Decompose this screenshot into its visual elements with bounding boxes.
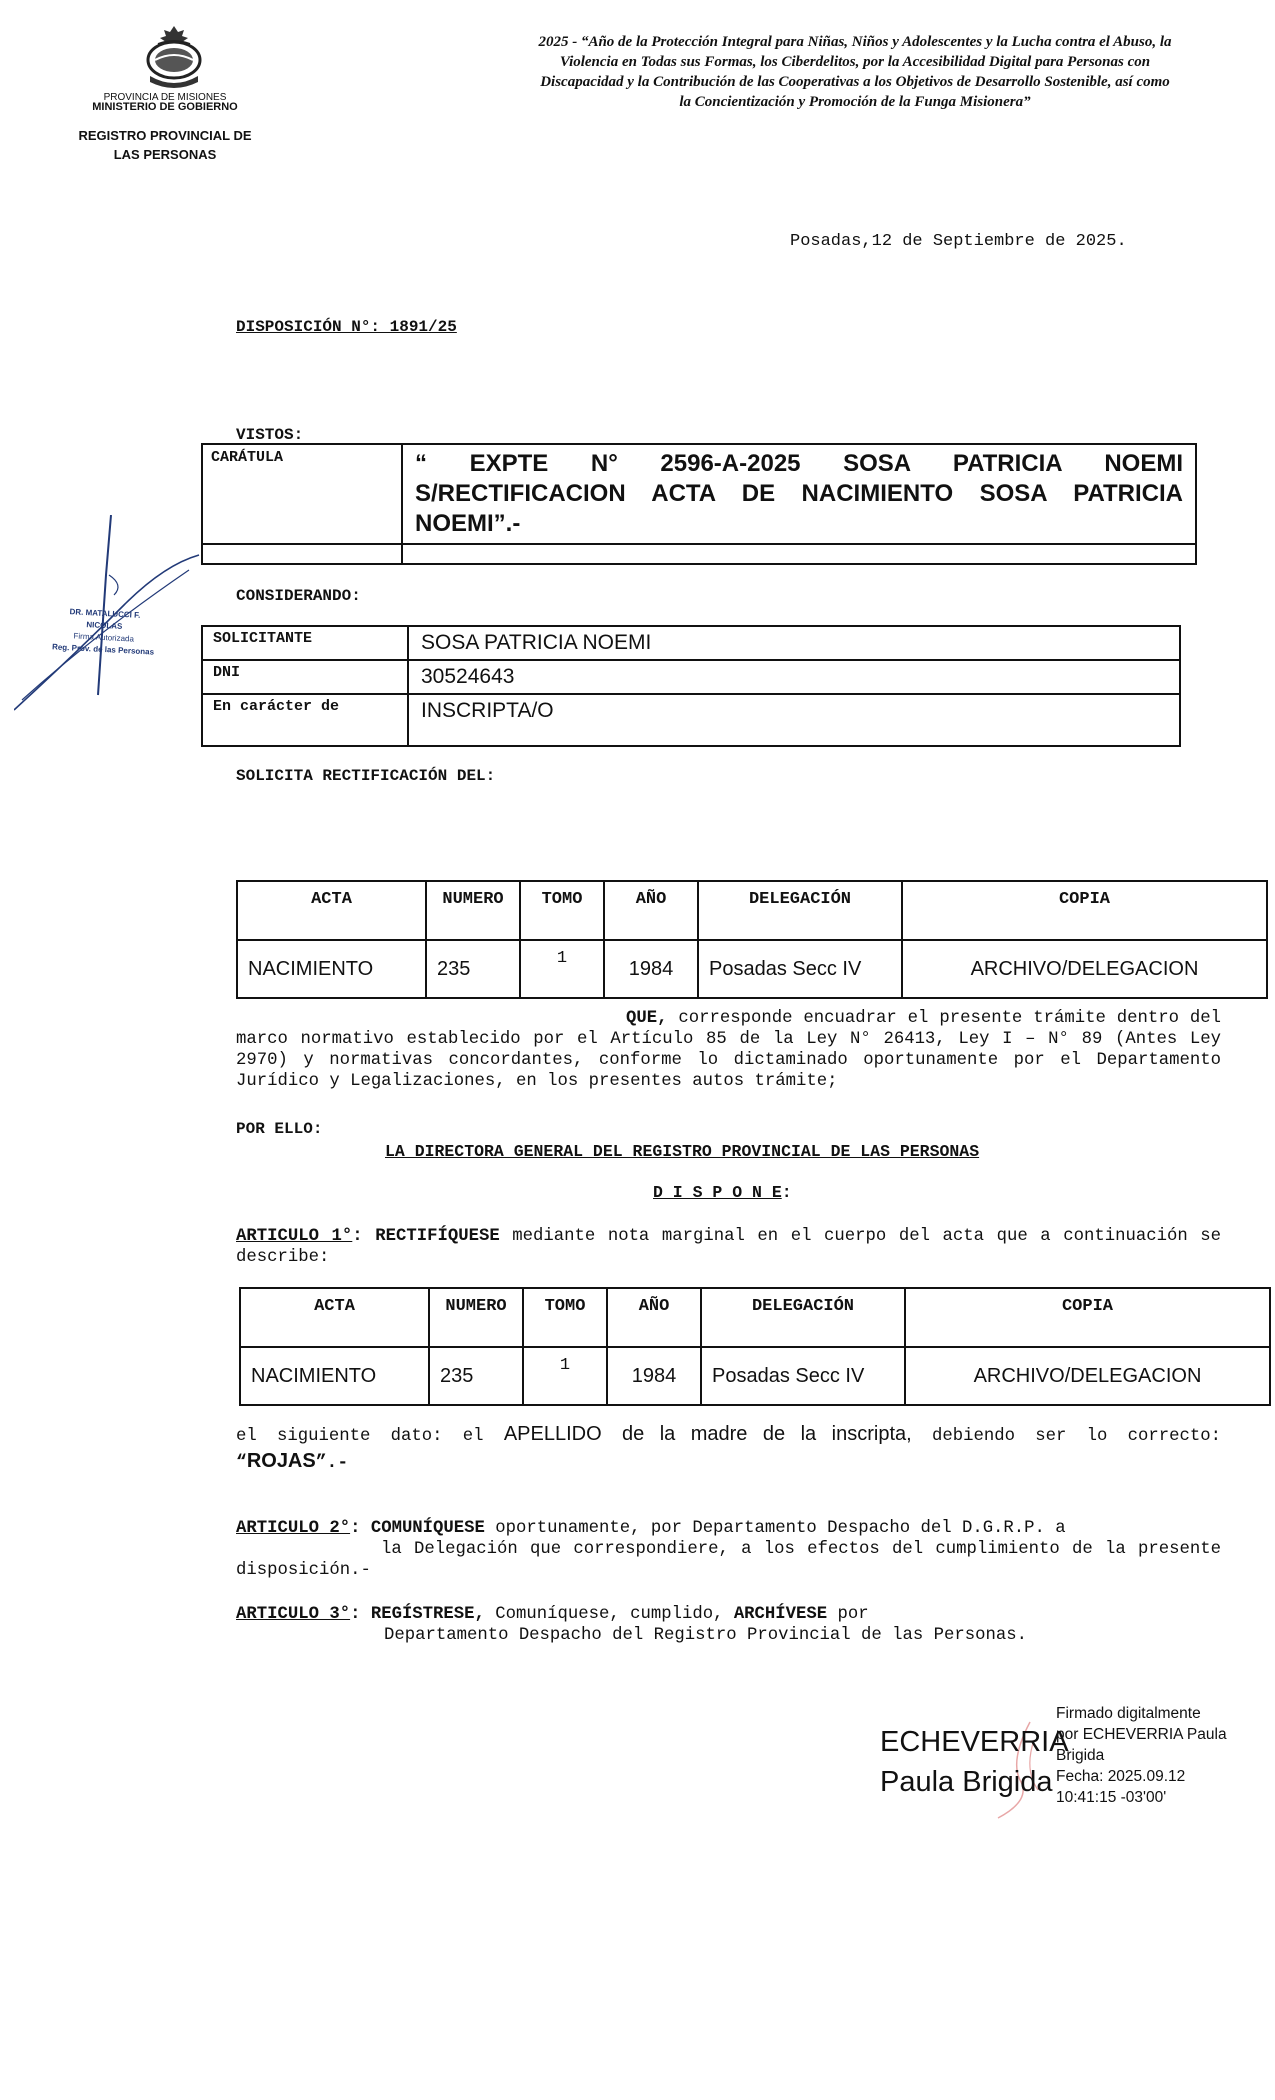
directora-heading: LA DIRECTORA GENERAL DEL REGISTRO PROVINCIAL DE LAS PERSONAS bbox=[385, 1142, 980, 1161]
art2-continuation bbox=[236, 1539, 1221, 1581]
crest-emblem bbox=[128, 22, 220, 92]
art3-label: ARTICULO 3° bbox=[236, 1605, 351, 1624]
caratula-table bbox=[201, 443, 1197, 565]
caracter-value: INSCRIPTA/O bbox=[408, 694, 1180, 746]
caratula-empty-cell bbox=[202, 544, 402, 564]
art1-after-pre: el siguiente dato: el bbox=[236, 1427, 484, 1446]
art2-verb: COMUNÍQUESE bbox=[370, 1519, 485, 1538]
art1-field: APELLIDO bbox=[503, 1423, 602, 1445]
art3-colon: : bbox=[350, 1605, 361, 1624]
signer-name bbox=[880, 1722, 1069, 1802]
articulo-1 bbox=[236, 1226, 1221, 1268]
acta-table-2 bbox=[239, 1287, 1271, 1406]
date-line: Posadas,12 de Septiembre de 2025. bbox=[790, 232, 1127, 251]
col-header-numero: NUMERO bbox=[426, 881, 520, 940]
art3-verb-2: ARCHÍVESE bbox=[733, 1605, 828, 1624]
cell-anio: 1984 bbox=[607, 1347, 701, 1405]
col-header-delegacion: DELEGACIÓN bbox=[698, 881, 902, 940]
art1-text: mediante nota marginal en el cuerpo del acta que a continuación se describe: bbox=[236, 1227, 1222, 1267]
cell-copia: ARCHIVO/DELEGACION bbox=[902, 940, 1267, 998]
solicita-heading: SOLICITA RECTIFICACIÓN DEL: bbox=[236, 767, 496, 785]
caratula-label: CARÁTULA bbox=[202, 444, 402, 544]
considerando-heading: CONSIDERANDO: bbox=[236, 587, 361, 605]
art3-verb: REGÍSTRESE, bbox=[370, 1605, 485, 1624]
art1-after-post: debiendo ser lo correcto: bbox=[932, 1427, 1222, 1446]
cell-delegacion: Posadas Secc IV bbox=[698, 940, 902, 998]
cell-tomo: 1 bbox=[523, 1347, 607, 1405]
caracter-label: En carácter de bbox=[202, 694, 408, 746]
cell-tomo: 1 bbox=[520, 940, 604, 998]
por-ello: POR ELLO: bbox=[236, 1120, 323, 1138]
col-header-acta: ACTA bbox=[240, 1288, 429, 1347]
cell-numero: 235 bbox=[426, 940, 520, 998]
dispone-colon: : bbox=[781, 1183, 792, 1202]
authorized-signature-stamp bbox=[51, 605, 157, 658]
col-header-anio: AÑO bbox=[607, 1288, 701, 1347]
stamp-line-3: Reg. Prov. de las Personas bbox=[51, 642, 155, 657]
art1-field-rest: de la madre de la inscripta, bbox=[621, 1423, 912, 1445]
registry-line-2: LAS PERSONAS bbox=[113, 147, 217, 162]
correct-open-quote: “ bbox=[236, 1453, 247, 1473]
sig-info-line: por ECHEVERRIA Paula bbox=[1056, 1726, 1227, 1743]
sig-info-line: Firmado digitalmente bbox=[1056, 1705, 1201, 1722]
solicitante-value: SOSA PATRICIA NOEMI bbox=[408, 626, 1180, 660]
cell-anio: 1984 bbox=[604, 940, 698, 998]
correct-close-quote: ”.- bbox=[315, 1453, 349, 1473]
col-header-numero: NUMERO bbox=[429, 1288, 523, 1347]
stamp-line-2: Firma Autorizada bbox=[73, 631, 135, 644]
art2-label: ARTICULO 2° bbox=[236, 1519, 351, 1538]
year-motto: 2025 - “Año de la Protección Integral para Niñas, Niños y Adolescentes y la Lucha contra el Abuso, la Violencia en Todas sus Formas, los Ciberdelitos, por la Accesibilidad Digital para Personas con Discapacidad y la Contribución de las Cooperativas a los Objetivos de Desarrollo Sostenible, así como la Concientización y Promoción de la Funga Misionera” bbox=[538, 34, 1172, 110]
cell-copia: ARCHIVO/DELEGACION bbox=[905, 1347, 1270, 1405]
art3-mid: Comuníquese, cumplido, bbox=[495, 1605, 724, 1624]
acta-table-1 bbox=[236, 880, 1268, 999]
art3-tail: por bbox=[837, 1605, 869, 1624]
cell-acta: NACIMIENTO bbox=[240, 1347, 429, 1405]
articulo-2 bbox=[236, 1518, 1221, 1581]
cell-delegacion: Posadas Secc IV bbox=[701, 1347, 905, 1405]
col-header-tomo: TOMO bbox=[520, 881, 604, 940]
que-paragraph bbox=[236, 1008, 1221, 1092]
col-header-tomo: TOMO bbox=[523, 1288, 607, 1347]
dispone-text: D I S P O N E bbox=[653, 1183, 782, 1202]
digital-signature-info bbox=[1056, 1703, 1227, 1808]
art3-line-2: Departamento Despacho del Registro Provincial de las Personas. bbox=[384, 1626, 1027, 1645]
disposition-number: DISPOSICIÓN N°: 1891/25 bbox=[236, 318, 457, 336]
correct-surname: ROJAS bbox=[246, 1450, 316, 1472]
art1-colon: : bbox=[352, 1227, 363, 1246]
art2-text-1: oportunamente, por Departamento Despacho del D.G.R.P. a bbox=[495, 1519, 1066, 1538]
registry-line-1: REGISTRO PROVINCIAL DE bbox=[78, 128, 252, 143]
col-header-acta: ACTA bbox=[237, 881, 426, 940]
vistos-heading: VISTOS: bbox=[236, 426, 304, 444]
art1-verb: RECTIFÍQUESE bbox=[375, 1227, 500, 1246]
ministry-name: MINISTERIO DE GOBIERNO bbox=[92, 101, 238, 113]
stamp-line-1: DR. MATALUCCI F. NICOLAS bbox=[69, 607, 141, 631]
art1-correction-line bbox=[236, 1424, 1221, 1447]
sig-info-line: 10:41:15 -03'00' bbox=[1056, 1789, 1167, 1806]
que-lead: QUE, bbox=[626, 1009, 668, 1028]
art2-text-2: la Delegación que correspondiere, a los efectos del cumplimiento de la presente disposición.- bbox=[236, 1540, 1221, 1580]
cell-numero: 235 bbox=[429, 1347, 523, 1405]
dispone-heading bbox=[653, 1183, 792, 1202]
col-header-copia: COPIA bbox=[902, 881, 1267, 940]
col-header-copia: COPIA bbox=[905, 1288, 1270, 1347]
col-header-anio: AÑO bbox=[604, 881, 698, 940]
dni-value: 30524643 bbox=[408, 660, 1180, 694]
registry-name bbox=[55, 126, 275, 164]
signer-name-line-2: Paula Brigida bbox=[880, 1766, 1053, 1798]
sig-info-line: Fecha: 2025.09.12 bbox=[1056, 1768, 1186, 1785]
col-header-delegacion: DELEGACIÓN bbox=[701, 1288, 905, 1347]
cell-acta: NACIMIENTO bbox=[237, 940, 426, 998]
art2-colon: : bbox=[350, 1519, 361, 1538]
considerando-table bbox=[201, 625, 1181, 747]
solicitante-label: SOLICITANTE bbox=[202, 626, 408, 660]
que-text: corresponde encuadrar el presente trámite dentro del marco normativo establecido por el Artículo 85 de la Ley N° 26413, Ley I – N° 89 (Antes Ley 2970) y normativas concordantes, conforme lo dictaminado oportunamente por el Departamento Jurídico y Legalizaciones, en los presentes autos trámite; bbox=[236, 1009, 1222, 1091]
province-name: PROVINCIA DE MISIONES bbox=[103, 92, 227, 103]
sig-info-line: Brigida bbox=[1056, 1747, 1105, 1764]
dni-label: DNI bbox=[202, 660, 408, 694]
province-crest bbox=[128, 22, 220, 92]
caratula-empty-cell bbox=[402, 544, 1196, 564]
caratula-value: “ EXPTE N° 2596-A-2025 SOSA PATRICIA NOEMI S/RECTIFICACION ACTA DE NACIMIENTO SOSA PATRICIA NOEMI”.- bbox=[402, 444, 1196, 544]
art3-continuation bbox=[236, 1625, 1086, 1646]
articulo-3 bbox=[236, 1604, 1086, 1646]
art1-correct-value bbox=[236, 1450, 348, 1473]
art1-label: ARTICULO 1° bbox=[236, 1227, 353, 1246]
signer-name-line-1: ECHEVERRIA bbox=[880, 1726, 1069, 1758]
